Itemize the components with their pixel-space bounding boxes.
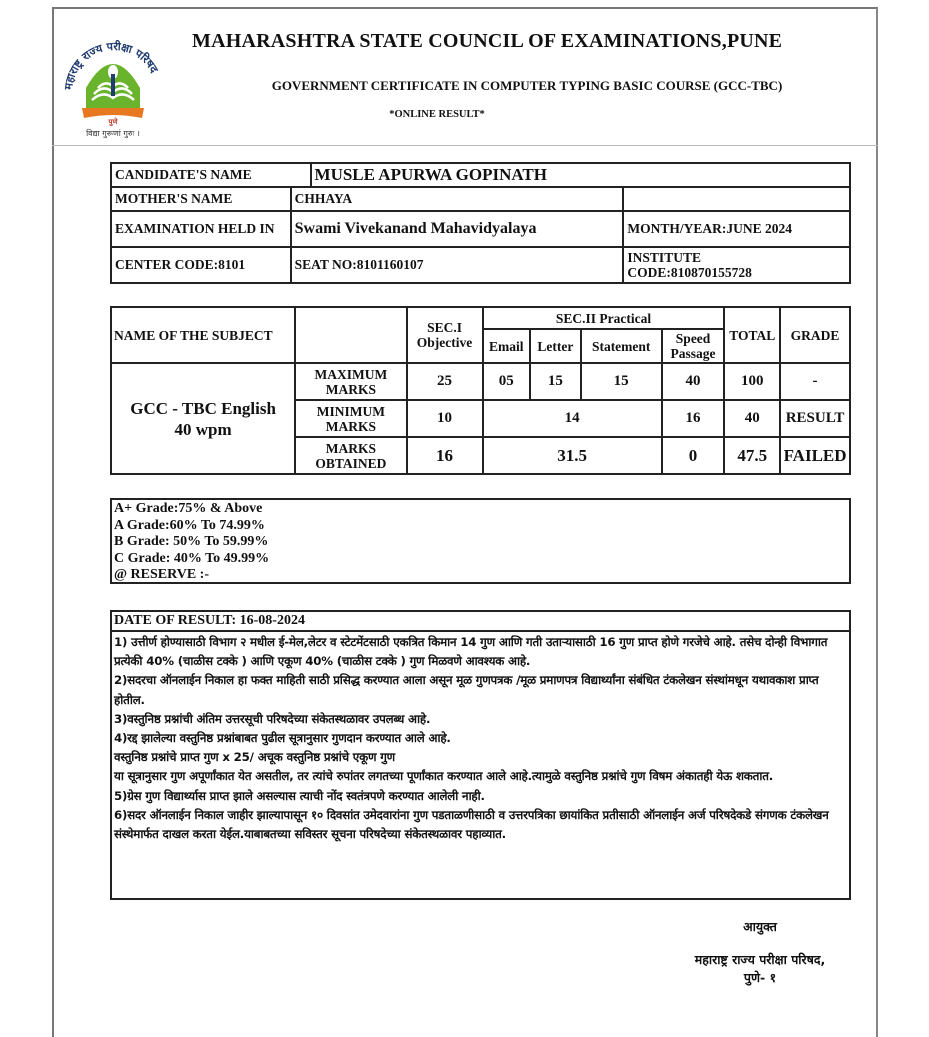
header-grade: GRADE (780, 307, 850, 363)
header-speed (662, 329, 725, 363)
sec1-sublabel: Objective (416, 335, 473, 350)
logo-motto: विद्या गुरूणां गुरुः । (86, 129, 140, 138)
institute-code-label: INSTITUTE (627, 250, 701, 265)
candidate-name-value: MUSLE APURWA GOPINATH (311, 163, 850, 187)
course-title: GOVERNMENT CERTIFICATE IN COMPUTER TYPING BASIC COURSE (GCC-TBC) (271, 78, 783, 93)
exam-held-value: Swami Vivekanand Mahavidyalaya (291, 211, 624, 247)
grade-b: B Grade: 50% To 59.99% (114, 534, 269, 549)
note-3: 3)वस्तुनिष्ठ प्रश्नांची अंतिम उत्तरसूची परिषदेच्या संकेतस्थळावर उपलब्ध आहे. (114, 711, 431, 726)
max-speed: 40 (662, 363, 725, 400)
institute-code-value: CODE:810870155728 (627, 265, 752, 280)
header-blank (295, 307, 406, 363)
header-statement: Statement (581, 329, 662, 363)
passage-label: Passage (670, 346, 716, 361)
obtained-sec1: 16 (407, 437, 483, 474)
min-sec2: 14 (483, 400, 662, 437)
logo-city: पुणे (108, 118, 118, 126)
note-5: 5)ग्रेस गुण विद्यार्थ्यास प्राप्त झाले असल्यास त्याची नोंद स्वतंत्रपणे करण्यात आलेली नाही. (114, 788, 485, 803)
obtained-sec2: 31.5 (483, 437, 662, 474)
header-sec1 (407, 307, 483, 363)
obtained-label: MARKS OBTAINED (295, 437, 406, 474)
reserve: @ RESERVE :- (114, 567, 209, 582)
msce-logo-icon (58, 30, 168, 140)
signature-block (660, 918, 860, 986)
center-code: CENTER CODE:8101 (111, 247, 291, 283)
max-grade: - (780, 363, 850, 400)
notes-body (112, 632, 849, 845)
note-2: 2)सदरचा ऑनलाईन निकाल हा फक्त माहिती साठी प्रसिद्ध करण्यात आला असून मूळ गुणपत्रक /मूळ प्रमाणपत्र विद्यार्थ्यांना संबंधित टंकलेखन संस्थांमधून यथावकाश प्राप्त होतील. (114, 673, 819, 707)
exam-held-label: EXAMINATION HELD IN (111, 211, 291, 247)
candidate-info-table (110, 162, 851, 284)
note-4-formula: वस्तुनिष्ठ प्रश्नांचे प्राप्त गुण x 25/ अचूक वस्तुनिष्ठ प्रश्नांचे एकूण गुण (114, 750, 395, 765)
note-4: 4)रद्द झालेल्या वस्तुनिष्ठ प्रश्नांबाबत पुढील सूत्रानुसार गुणदान करण्यात आले आहे. (114, 731, 451, 746)
online-result-label: *ONLINE RESULT* (389, 109, 485, 120)
min-label: MINIMUM MARKS (295, 400, 406, 437)
mother-name-label: MOTHER'S NAME (111, 187, 291, 211)
note-1: 1) उत्तीर्ण होण्यासाठी विभाग २ मधील ई-मेल,लेटर व स्टेटमेंटसाठी एकत्रित किमान 14 गुण आणि गती उताऱ्यासाठी 16 गुण प्राप्त होणे गरजेचे आहे. तसेच दोन्ही विभागात प्रत्येकी 40% (चाळीस टक्के ) आणि एकूण 40% (चाळीस टक्के ) गुण मिळवणे आवश्यक आहे. (114, 635, 828, 669)
header-letter: Letter (530, 329, 581, 363)
note-6: 6)सदर ऑनलाईन निकाल जाहीर झाल्यापासून १० दिवसांत उमेदवारांना गुण पडताळणीसाठी व उत्तरपत्रिका छायांकित प्रतीसाठी ऑनलाईन अर्ज परिषदेकडे संगणक टंकलेखन संस्थेमार्फत दाखल करता येईल.याबाबतच्या सविस्तर सूचना परिषदेच्या संकेतस्थळावर पहाव्यात. (114, 807, 829, 842)
obtained-speed: 0 (662, 437, 725, 474)
grade-c: C Grade: 40% To 49.99% (114, 550, 270, 566)
max-email: 05 (483, 363, 531, 400)
empty-cell (623, 187, 850, 211)
min-total: 40 (724, 400, 780, 437)
subject-name (111, 363, 295, 474)
grade-a: A Grade:60% To 74.99% (114, 517, 265, 533)
candidate-name-label: CANDIDATE'S NAME (111, 163, 311, 187)
header-divider (52, 145, 878, 146)
max-label: MAXIMUM MARKS (295, 363, 406, 400)
obtained-total: 47.5 (724, 437, 780, 474)
min-sec1: 10 (407, 400, 483, 437)
header-total: TOTAL (724, 307, 780, 363)
header-subject: NAME OF THE SUBJECT (111, 307, 295, 363)
max-statement: 15 (581, 363, 662, 400)
note-4-detail: या सूत्रानुसार गुण अपूर्णांकात येत असतील, तर त्यांचे रुपांतर लगतच्या पूर्णांकात करण्यात आले आहे.त्यामुळे वस्तुनिष्ठ प्रश्नांचे गुण विषम अंकातही येऊ शकतात. (114, 769, 774, 784)
signature-office: महाराष्ट्र राज्य परीक्षा परिषद, (694, 952, 826, 967)
logo-arc-text: महाराष्ट्र राज्य परीक्षा परिषद (61, 39, 161, 91)
grade-a-plus: A+ Grade:75% & Above (114, 501, 263, 516)
min-grade: RESULT (780, 400, 850, 437)
obtained-grade-status: FAILED (780, 437, 850, 474)
marks-table (110, 306, 851, 475)
institute-code (623, 247, 850, 283)
max-sec1: 25 (407, 363, 483, 400)
row-maximum (111, 363, 850, 400)
notes-box (110, 610, 851, 900)
speed-label: Speed (675, 331, 711, 346)
subject-line1: GCC - TBC English (130, 398, 276, 418)
signature-city: पुणे- १ (743, 970, 777, 985)
month-year: MONTH/YEAR:JUNE 2024 (623, 211, 850, 247)
header-sec2: SEC.II Practical (483, 307, 725, 329)
max-total: 100 (724, 363, 780, 400)
sec1-label: SEC.I (427, 320, 462, 335)
signature-designation: आयुक्त (743, 919, 777, 934)
subject-line2: 40 wpm (174, 419, 232, 439)
date-of-result: DATE OF RESULT: 16-08-2024 (112, 612, 849, 632)
grade-scale-box (110, 498, 851, 584)
header-email: Email (483, 329, 531, 363)
mother-name-value: CHHAYA (291, 187, 624, 211)
council-title: MAHARASHTRA STATE COUNCIL OF EXAMINATIONS,PUNE (192, 30, 783, 52)
seat-number: SEAT NO:8101160107 (291, 247, 624, 283)
min-speed: 16 (662, 400, 725, 437)
max-letter: 15 (530, 363, 581, 400)
